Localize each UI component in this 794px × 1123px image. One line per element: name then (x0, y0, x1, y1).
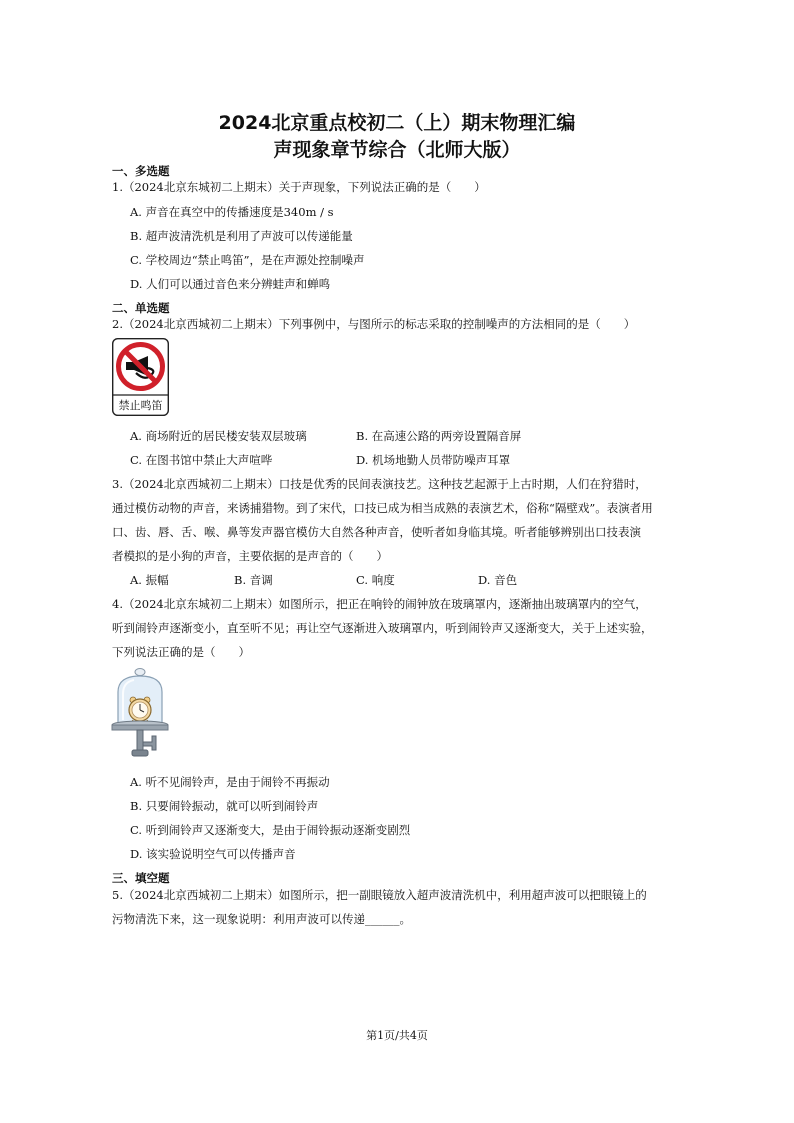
q1-option-d: D. 人们可以通过音色来分辨蛙声和蝉鸣 (130, 277, 331, 291)
q1-option-b: B. 超声波清洗机是利用了声波可以传递能量 (130, 229, 353, 243)
q1-stem: 1.（2024北京东城初二上期末）关于声现象，下列说法正确的是（ ） (112, 180, 486, 194)
q4-stem-line-2: 听到闹铃声逐渐变小，直至听不见；再让空气逐渐进入玻璃罩内，听到闹铃声又逐渐变大，关于上述实验， (112, 621, 653, 635)
q3-stem-line-4: 者模拟的是小狗的声音，主要依据的是声音的（ ） (112, 549, 388, 563)
q3-stem-line-1: 3.（2024北京西城初二上期末）口技是优秀的民间表演技艺。这种技艺起源于上古时期，人们在狩猎时， (112, 477, 647, 491)
q4-option-c: C. 听到闹铃声又逐渐变大，是由于闹铃振动逐渐变剧烈 (130, 823, 411, 837)
section-heading-multi-choice: 一、多选题 (112, 164, 170, 178)
document-title: 2024北京重点校初二（上）期末物理汇编 (218, 112, 576, 134)
q3-stem-line-2: 通过模仿动物的声音，来诱捕猎物。到了宋代，口技已成为相当成熟的表演艺术，俗称“隔壁戏”。表演者用 (112, 501, 653, 515)
q4-option-a: A. 听不见闹铃声，是由于闹铃不再振动 (130, 775, 330, 789)
section-heading-fill-blank: 三、填空题 (112, 871, 170, 885)
no-horn-sign-icon (112, 338, 169, 416)
section-heading-single-choice: 二、单选题 (112, 301, 170, 315)
q2-stem: 2.（2024北京西城初二上期末）下列事例中，与图所示的标志采取的控制噪声的方法相同的是（ ） (112, 317, 636, 331)
q2-option-d: D. 机场地勤人员带防噪声耳罩 (356, 453, 511, 467)
q3-option-a: A. 振幅 (130, 573, 169, 587)
q2-option-b: B. 在高速公路的两旁设置隔音屏 (356, 429, 522, 443)
q5-stem-line-2: 污物清洗下来，这一现象说明：利用声波可以传递______。 (112, 912, 411, 926)
q3-option-d: D. 音色 (478, 573, 518, 587)
q4-stem-line-3: 下列说法正确的是（ ） (112, 645, 250, 659)
q3-option-c: C. 响度 (356, 573, 395, 587)
document-subtitle: 声现象章节综合（北师大版） (273, 139, 521, 161)
q2-option-a: A. 商场附近的居民楼安装双层玻璃 (130, 429, 307, 443)
q4-stem-line-1: 4.（2024北京东城初二上期末）如图所示，把正在响铃的闹钟放在玻璃罩内，逐渐抽出玻璃罩内的空气， (112, 597, 647, 611)
q5-stem-line-1: 5.（2024北京西城初二上期末）如图所示，把一副眼镜放入超声波清洗机中，利用超声波可以把眼镜上的 (112, 888, 647, 902)
bell-jar-alarm-clock-icon (110, 664, 174, 766)
q1-option-a: A. 声音在真空中的传播速度是340m / s (130, 205, 334, 219)
q3-option-b: B. 音调 (234, 573, 273, 587)
sign-caption: 禁止鸣笛 (118, 399, 163, 412)
q4-option-d: D. 该实验说明空气可以传播声音 (130, 847, 296, 861)
page-footer: 第1页/共4页 (366, 1029, 428, 1042)
q3-stem-line-3: 口、齿、唇、舌、喉、鼻等发声器官模仿大自然各种声音，使听者如身临其境。听者能够辨别出口技表演 (112, 525, 641, 539)
q2-option-c: C. 在图书馆中禁止大声喧哗 (130, 453, 273, 467)
q4-option-b: B. 只要闹铃振动，就可以听到闹铃声 (130, 799, 319, 813)
q1-option-c: C. 学校周边“禁止鸣笛”，是在声源处控制噪声 (130, 253, 365, 267)
